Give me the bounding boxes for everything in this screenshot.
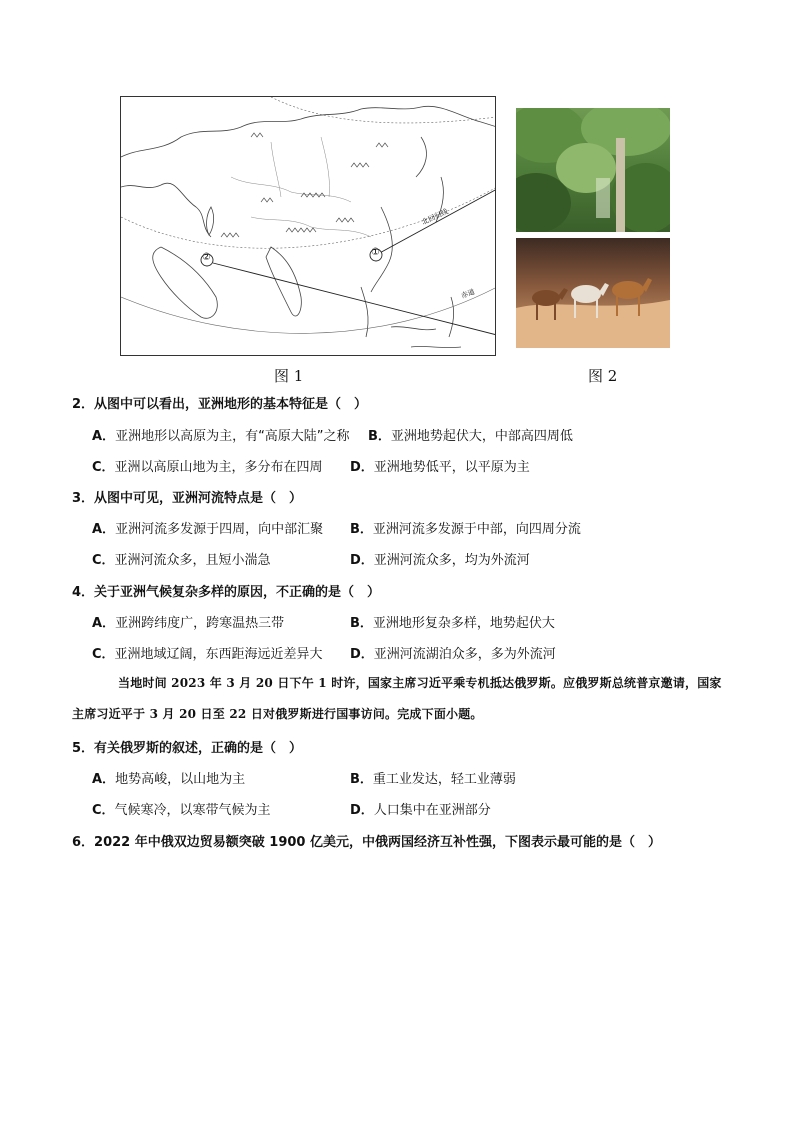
question-4-option-d: D．亚洲河流湖泊众多，多为外流河: [350, 647, 556, 662]
tropic-label: 北回归线: [420, 207, 450, 227]
question-4-option-b: B．亚洲地形复杂多样，地势起伏大: [350, 616, 555, 631]
desert-camel-photo: [516, 238, 670, 348]
question-3-option-d: D．亚洲河流众多，均为外流河: [350, 553, 530, 568]
question-4-option-c: C．亚洲地域辽阔，东西距海远近差异大: [92, 647, 323, 662]
map-marker-1: ①: [371, 247, 380, 258]
question-5-option-d: D．人口集中在亚洲部分: [350, 803, 491, 818]
question-3-option-c: C．亚洲河流众多，且短小湍急: [92, 553, 271, 568]
question-3-option-a: A．亚洲河流多发源于四周，向中部汇聚: [92, 522, 324, 537]
question-5-stem: 5．有关俄罗斯的叙述，正确的是（ ）: [72, 741, 303, 756]
question-4-stem: 4．关于亚洲气候复杂多样的原因，不正确的是（ ）: [72, 585, 381, 600]
equator-label: 赤道: [460, 287, 476, 301]
map-marker-2: ②: [202, 252, 211, 263]
figure1-caption: 图 1: [274, 367, 304, 385]
rainforest-photo: [516, 108, 670, 232]
question-3-option-b: B．亚洲河流多发源于中部，向四周分流: [350, 522, 581, 537]
question-5-option-c: C．气候寒冷，以寒带气候为主: [92, 803, 271, 818]
question-5-option-b: B．重工业发达，轻工业薄弱: [350, 772, 516, 787]
question-6-stem: 6．2022 年中俄双边贸易额突破 1900 亿美元，中俄两国经济互补性强，下图表示最可能的是（ ）: [72, 835, 661, 850]
question-2-option-c: C．亚洲以高原山地为主，多分布在四周: [92, 460, 323, 475]
figure2-caption: 图 2: [588, 367, 618, 385]
question-2-option-b: B．亚洲地势起伏大，中部高四周低: [368, 429, 573, 444]
question-5-option-a: A．地势高峻，以山地为主: [92, 772, 246, 787]
asia-map-drawing: [121, 97, 496, 356]
question-4-option-a: A．亚洲跨纬度广，跨寒温热三带: [92, 616, 285, 631]
question-2-option-a: A．亚洲地形以高原为主，有“高原大陆”之称: [92, 429, 350, 444]
question-2-stem: 2．从图中可以看出，亚洲地形的基本特征是（ ）: [72, 397, 368, 412]
question-2-option-d: D．亚洲地势低平，以平原为主: [350, 460, 530, 475]
asia-map: [120, 96, 496, 356]
question-3-stem: 3．从图中可见，亚洲河流特点是（ ）: [72, 491, 303, 506]
passage-text: 当地时间 2023 年 3 月 20 日下午 1 时许，国家主席习近平乘专机抵达俄罗斯。应俄罗斯总统普京邀请，国家主席习近平于 3 月 20 日至 22 日对俄罗斯进行国事访问。完成下面小题。: [72, 676, 722, 721]
